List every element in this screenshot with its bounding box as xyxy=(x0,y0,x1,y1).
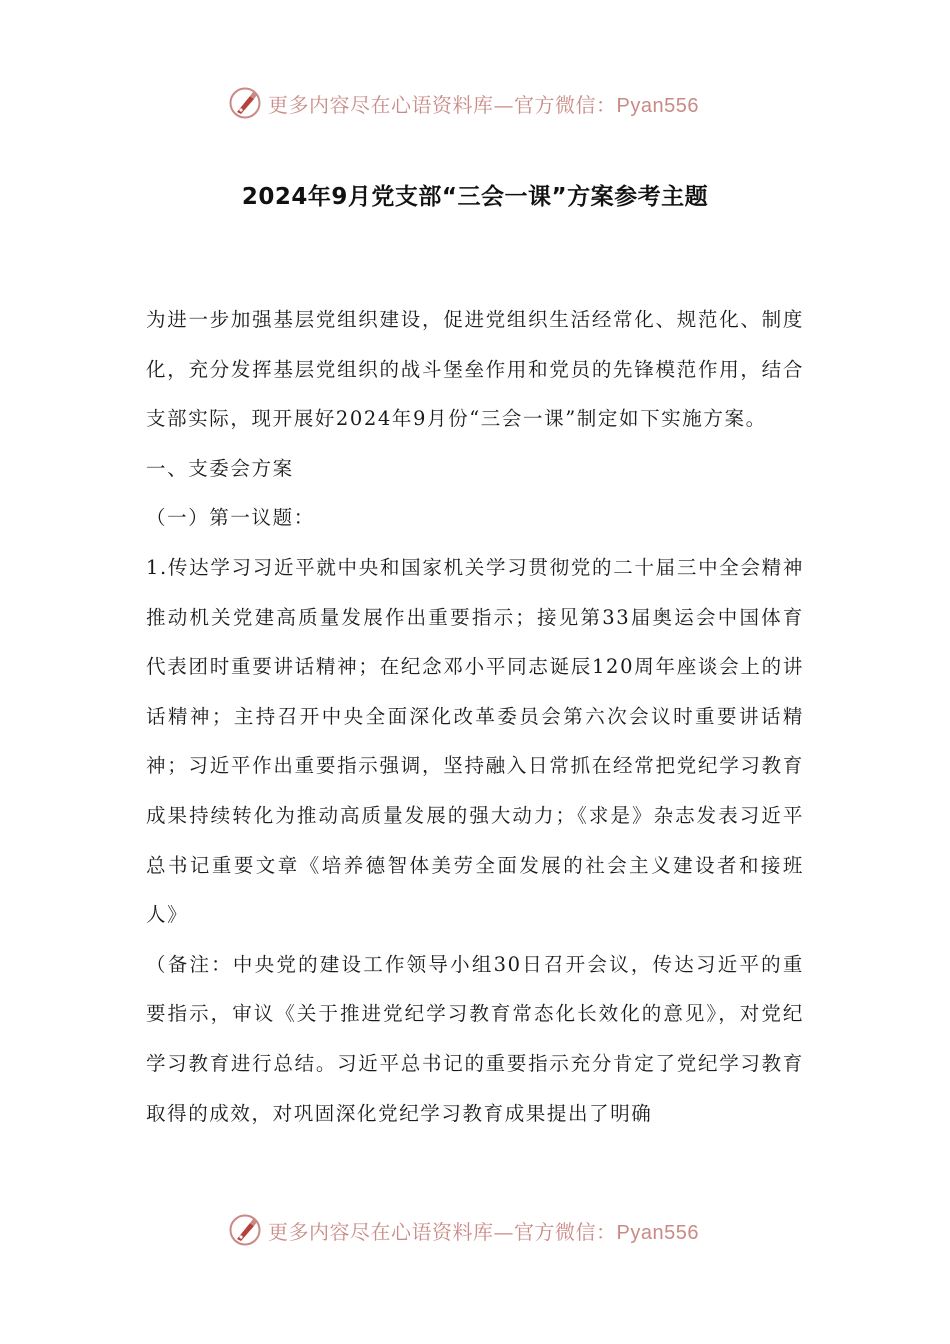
footer-watermark xyxy=(228,1212,699,1248)
agenda-item-paragraph: 1.传达学习习近平就中央和国家机关学习贯彻党的二十届三中全会精神推动机关党建高质量发展作出重要指示；接见第33届奥运会中国体育代表团时重要讲话精神；在纪念邓小平同志诞辰120周年座谈会上的讲话精神；主持召开中央全面深化改革委员会第六次会议时重要讲话精神；习近平作出重要指示强调，坚持融入日常抓在经常把党纪学习教育成果持续转化为推动高质量发展的强大动力；《求是》杂志发表习近平总书记重要文章《培养德智体美劳全面发展的社会主义建设者和接班人》 xyxy=(146,555,804,927)
note-paragraph: （备注：中央党的建设工作领导小组30日召开会议，传达习近平的重要指示，审议《关于推进党纪学习教育常态化长效化的意见》，对党纪学习教育进行总结。习近平总书记的重要指示充分肯定了党纪学习教育取得的成效，对巩固深化党纪学习教育成果提出了明确 xyxy=(146,952,804,1125)
watermark-wechat-id: Pyan556 xyxy=(616,1221,699,1244)
document-title: 2024年9月党支部“三会一课”方案参考主题 xyxy=(241,184,709,210)
watermark-text: 更多内容尽在心语资料库—官方微信： xyxy=(268,1219,617,1244)
intro-paragraph: 为进一步加强基层党组织建设，促进党组织生活经常化、规范化、制度化，充分发挥基层党组织的战斗堡垒作用和党员的先锋模范作用，结合支部实际，现开展好2024年9月份“三会一课”制定如下实施方案。 xyxy=(146,308,804,431)
pen-nib-logo-icon xyxy=(228,86,262,120)
watermark-text: 更多内容尽在心语资料库—官方微信： xyxy=(268,92,617,117)
section-heading: 一、支委会方案 xyxy=(146,456,294,480)
subsection-heading: （一）第一议题： xyxy=(146,506,315,530)
watermark-wechat-id: Pyan556 xyxy=(616,94,699,117)
header-watermark xyxy=(228,85,699,121)
document-body xyxy=(146,295,804,1138)
pen-nib-logo-icon xyxy=(228,1213,262,1247)
